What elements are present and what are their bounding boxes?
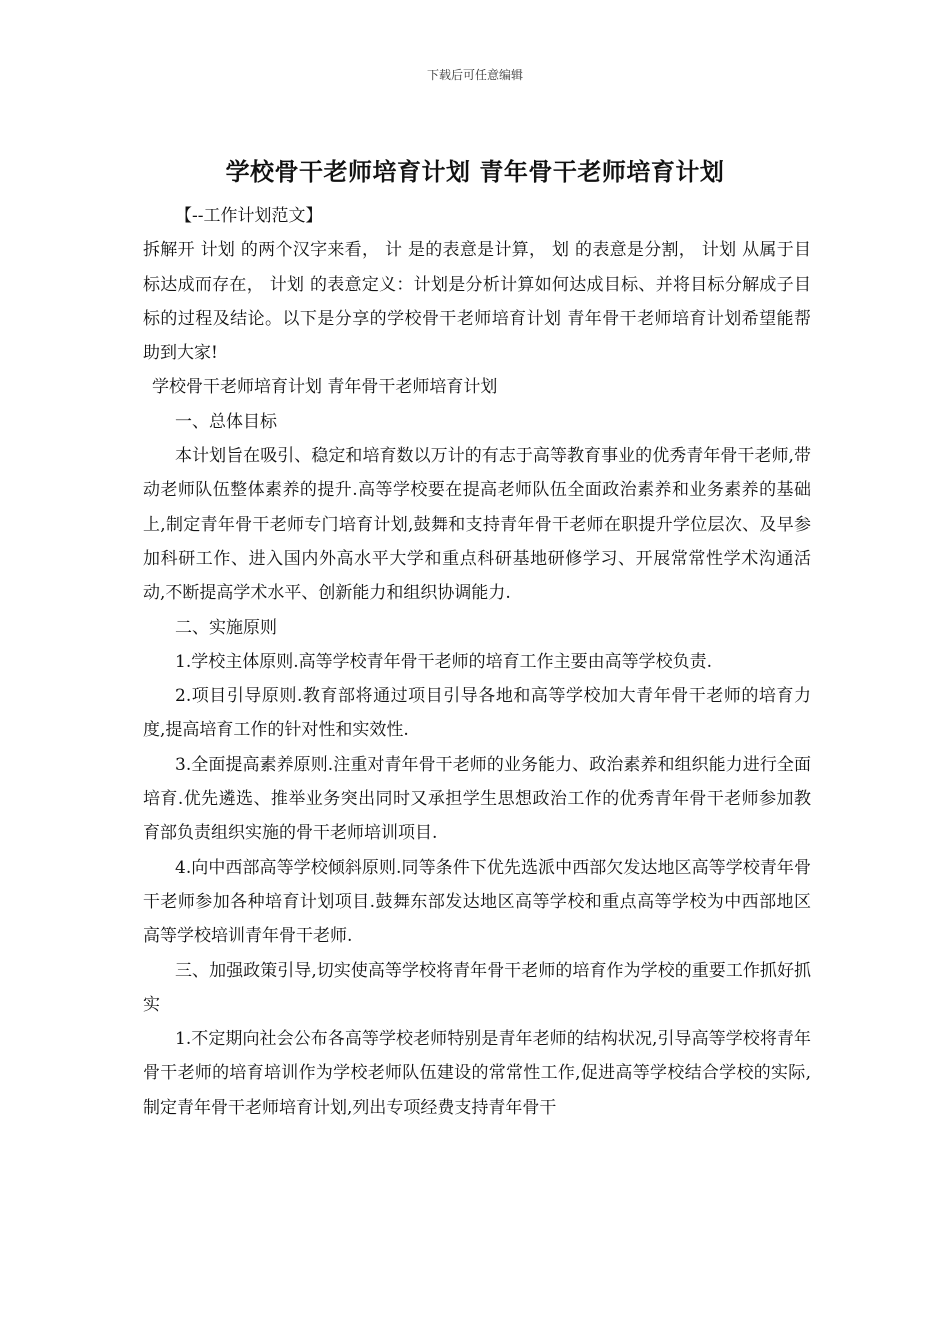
header-note: 下载后可任意编辑 bbox=[426, 68, 523, 82]
paragraph-goal: 本计划旨在吸引、稳定和培育数以万计的有志于高等教育事业的优秀青年骨干老师,带动老师队伍整体素养的提升.高等学校要在提高老师队伍全面政治素养和业务素养的基础上,制定青年骨干老师专门培育计划,鼓舞和支持青年骨干老师在职提升学位层次、及早参加科研工作、进入国内外高水平大学和重点科研基地研修学习、开展常常性学术沟通活动,不断提高学术水平、创新能力和组织协调能力. bbox=[143, 446, 811, 604]
doc-category-tag: 【--工作计划范文】 bbox=[175, 206, 323, 226]
section-heading-1: 一、总体目标 bbox=[175, 411, 277, 432]
intro-paragraph: 拆解开 计划 的两个汉字来看， 计 是的表意是计算， 划 的表意是分割， 计划 从属于目标达成而存在， 计划 的表意定义：计划是分析计算如何达成目标、并将目标分解成子目标的过程及结论。以下是分享的学校骨干老师培育计划 青年骨干老师培育计划希望能帮助到大家! bbox=[143, 240, 811, 364]
principle-item-3: 3.全面提高素养原则.注重对青年骨干老师的业务能力、政治素养和组织能力进行全面培育.优先遴选、推举业务突出同时又承担学生思想政治工作的优秀青年骨干老师参加教育部负责组织实施的骨干老师培训项目. bbox=[143, 754, 811, 844]
principle-item-2: 2.项目引导原则.教育部将通过项目引导各地和高等学校加大青年骨干老师的培育力度,提高培育工作的针对性和实效性. bbox=[143, 686, 811, 741]
subtitle-line: 学校骨干老师培育计划 青年骨干老师培育计划 bbox=[152, 377, 498, 398]
principle-item-1: 1.学校主体原则.高等学校青年骨干老师的培育工作主要由高等学校负责. bbox=[175, 651, 713, 672]
policy-item-1: 1.不定期向社会公布各高等学校老师特别是青年老师的结构状况,引导高等学校将青年骨干老师的培育培训作为学校老师队伍建设的常常性工作,促进高等学校结合学校的实际,制定青年骨干老师培育计划,列出专项经费支持青年骨干 bbox=[143, 1029, 811, 1118]
document-body bbox=[143, 199, 811, 1125]
principle-item-4: 4.向中西部高等学校倾斜原则.同等条件下优先选派中西部欠发达地区高等学校青年骨干老师参加各种培育计划项目.鼓舞东部发达地区高等学校和重点高等学校为中西部地区高等学校培训青年骨干老师. bbox=[143, 857, 811, 947]
section-heading-2: 二、实施原则 bbox=[175, 617, 277, 638]
section-heading-3: 三、加强政策引导,切实使高等学校将青年骨干老师的培育作为学校的重要工作抓好抓实 bbox=[143, 960, 811, 1015]
document-title: 学校骨干老师培育计划 青年骨干老师培育计划 bbox=[225, 157, 725, 186]
